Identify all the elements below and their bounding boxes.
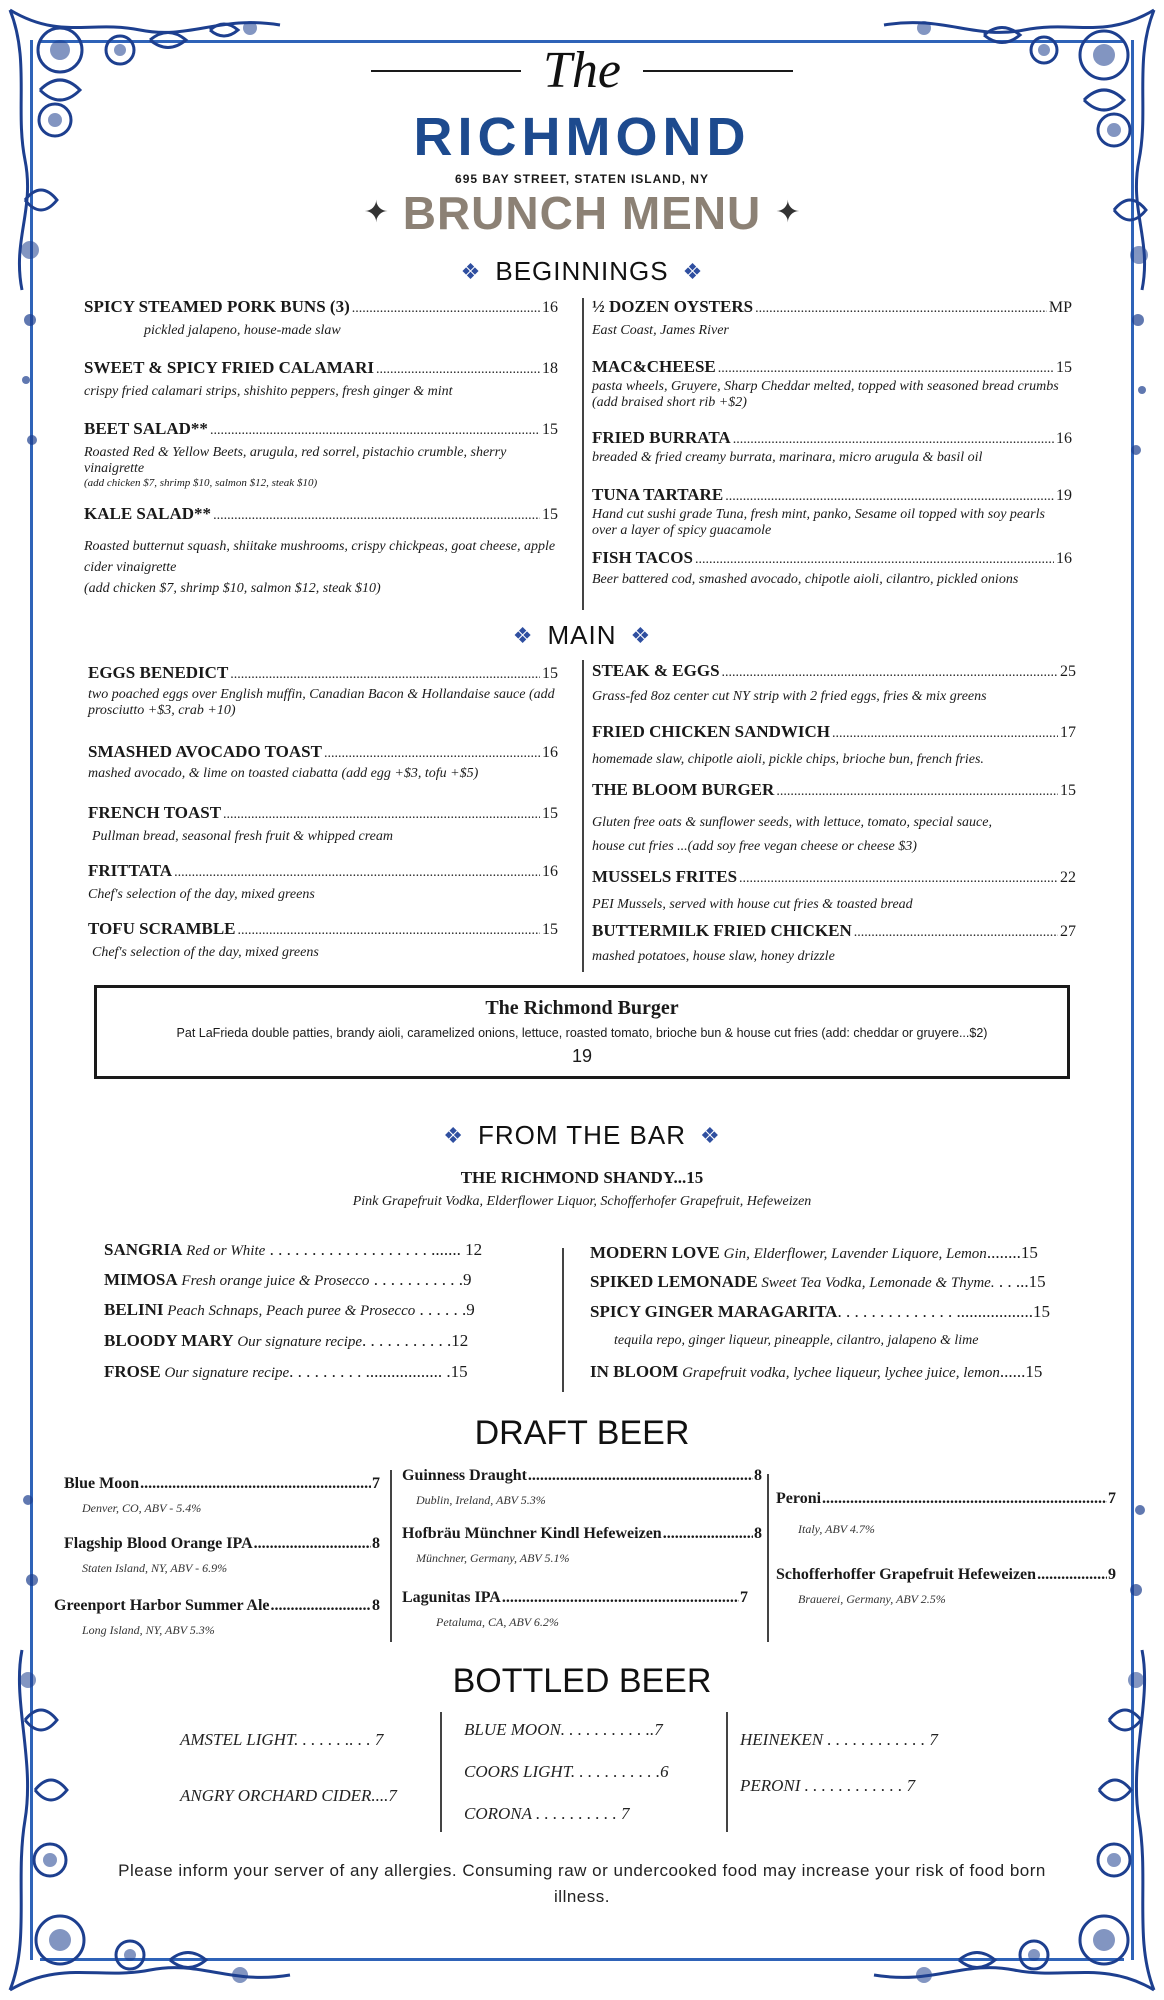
cocktail-item — [104, 1300, 544, 1321]
cocktail-description: Our signature recipe — [233, 1334, 363, 1350]
cocktail-name: SPICY GINGER MARAGARITA — [590, 1302, 838, 1321]
cocktail-price: . . . . . . . . . .................. .15 — [289, 1362, 468, 1381]
beer-name: Greenport Harbor Summer Ale — [54, 1597, 270, 1614]
item-price: 22 — [1060, 869, 1076, 886]
item-name: ½ DOZEN OYSTERS — [592, 297, 754, 316]
item-description: homemade slaw, chipotle aioli, pickle chips, brioche bun, french fries. — [592, 752, 984, 767]
item-description: PEI Mussels, served with house cut fries & toasted bread — [592, 897, 913, 912]
item-description: Hand cut sushi grade Tuna, fresh mint, panko, Sesame oil topped with soy pearls over a layer of spicy guacamole — [592, 507, 1045, 538]
menu-item — [88, 861, 558, 903]
item-price: MP — [1048, 299, 1072, 316]
beer-name: Blue Moon — [64, 1475, 140, 1492]
cocktail-name: SANGRIA — [104, 1240, 183, 1259]
item-name: TOFU SCRAMBLE — [88, 919, 236, 938]
cocktail-name: BLOODY MARY — [104, 1331, 234, 1350]
menu-item — [592, 921, 1076, 965]
the-rule-left — [371, 70, 521, 72]
bottled-beer-item: BLUE MOON. . . . . . . . . . ..7 — [464, 1720, 663, 1739]
allergy-notice: Please inform your server of any allergies. Consuming raw or undercooked food may increase your risk of food born illness. — [118, 1861, 1046, 1906]
cocktails-right-column — [590, 1243, 1110, 1403]
column-divider — [440, 1712, 442, 1832]
item-note: (add chicken $7, shrimp $10, salmon $12, steak $10) — [84, 477, 318, 489]
item-name: SWEET & SPICY FRIED CALAMARI — [84, 358, 374, 377]
item-description: Pullman bread, seasonal fresh fruit & whipped cream — [92, 829, 393, 844]
brand-name: RICHMOND — [413, 107, 751, 167]
bottled-beer-item: COORS LIGHT. . . . . . . . . . .6 — [464, 1762, 669, 1781]
cocktail-price: . . . . . . . . . . . . . . . . . . . ....... 12 — [265, 1240, 483, 1259]
draft-column-1 — [54, 1475, 380, 1655]
item-name: SPICY STEAMED PORK BUNS (3) — [84, 297, 350, 316]
cocktail-name: BELINI — [104, 1300, 164, 1319]
draft-beer-item — [402, 1589, 762, 1630]
item-price: 15 — [542, 921, 558, 938]
cocktail-price: ......15 — [999, 1362, 1043, 1381]
item-price: 25 — [1060, 663, 1076, 680]
beer-name: Hofbräu Münchner Kindl Hefeweizen — [402, 1525, 662, 1542]
item-price: 19 — [1056, 487, 1072, 504]
menu-item — [84, 504, 558, 599]
draft-beer-item — [776, 1566, 1116, 1607]
column-divider — [582, 660, 584, 972]
beer-price: 7 — [740, 1589, 748, 1606]
cocktail-description: Our signature recipe — [160, 1365, 290, 1381]
beer-name: Peroni — [776, 1490, 822, 1507]
beer-origin: Long Island, NY, ABV 5.3% — [82, 1623, 215, 1637]
item-name: KALE SALAD** — [84, 504, 212, 523]
draft-beer-item — [776, 1490, 1116, 1537]
shandy-name: THE RICHMOND SHANDY...15 — [460, 1168, 704, 1187]
menu-header — [0, 40, 1164, 239]
ornament-icon: ❖ — [460, 258, 482, 284]
menu-item — [592, 661, 1076, 705]
item-price: 16 — [542, 863, 558, 880]
item-description: two poached eggs over English muffin, Canadian Bacon & Hollandaise sauce (add prosciutto +$3, crab +10) — [88, 687, 555, 718]
cocktail-item — [104, 1270, 544, 1291]
beer-origin: Petaluma, CA, ABV 6.2% — [436, 1615, 559, 1629]
column-divider — [767, 1474, 769, 1642]
bottled-beer-item: CORONA . . . . . . . . . . 7 — [464, 1804, 630, 1823]
item-description: Roasted butternut squash, shiitake mushrooms, crispy chickpeas, goat cheese, apple cider vinaigrette — [84, 539, 556, 575]
main-left-column — [88, 663, 558, 973]
menu-item — [592, 722, 1076, 768]
item-price: 17 — [1060, 724, 1076, 741]
ornament-icon: ❖ — [512, 622, 534, 648]
cocktail-description: Peach Schnaps, Peach puree & Prosecco — [163, 1303, 416, 1319]
item-description: crispy fried calamari strips, shishito peppers, fresh ginger & mint — [84, 384, 453, 399]
beer-name: Guinness Draught — [402, 1467, 527, 1484]
item-name: FISH TACOS — [592, 548, 693, 567]
cocktail-price: . . . . . . . . . . .12 — [362, 1331, 469, 1350]
beer-price: 8 — [754, 1525, 762, 1542]
menu-item — [84, 297, 558, 339]
the-word: The — [543, 42, 621, 99]
burger-description: Pat LaFrieda double patties, brandy aioli, caramelized onions, lettuce, roasted tomato, brioche bun & house cut fries (add: cheddar or gruyere...$2) — [176, 1026, 988, 1040]
item-description: Roasted Red & Yellow Beets, arugula, red sorrel, pistachio crumble, sherry vinaigrette — [84, 445, 507, 476]
item-description: Grass-fed 8oz center cut NY strip with 2 fried eggs, fries & mix greens — [592, 689, 987, 704]
ornament-icon: ❖ — [443, 1122, 464, 1148]
section-label: FROM THE BAR — [478, 1120, 686, 1150]
item-price: 15 — [542, 421, 558, 438]
item-name: FRITTATA — [88, 861, 173, 880]
cocktail-price: ........15 — [986, 1243, 1038, 1262]
main-right-column — [592, 661, 1076, 971]
menu-item — [592, 867, 1076, 913]
beer-origin: Italy, ABV 4.7% — [798, 1522, 875, 1536]
beer-origin: Dublin, Ireland, ABV 5.3% — [416, 1493, 546, 1507]
cocktails-left-column — [104, 1240, 544, 1400]
item-note: (add chicken $7, shrimp $10, salmon $12, steak $10) — [84, 581, 381, 596]
menu-item — [84, 358, 558, 400]
sparkle-icon: ✦ — [775, 196, 801, 229]
cocktail-name: FROSE — [104, 1362, 161, 1381]
item-name: TUNA TARTARE — [592, 485, 724, 504]
beer-origin: Brauerei, Germany, ABV 2.5% — [798, 1592, 946, 1606]
cocktail-description: Sweet Tea Vodka, Lemonade & Thyme. — [757, 1275, 995, 1291]
item-name: FRENCH TOAST — [88, 803, 222, 822]
beginnings-right-column — [592, 297, 1072, 617]
menu-item — [88, 742, 558, 782]
item-description: Gluten free oats & sunflower seeds, with lettuce, tomato, special sauce, — [592, 815, 992, 830]
cocktail-price: . . . . . .9 — [415, 1300, 475, 1319]
margarita-description: tequila repo, ginger liqueur, pineapple, cilantro, jalapeno & lime — [614, 1333, 979, 1348]
cocktail-price: . . . . . . . . . . . . . . ..................15 — [837, 1302, 1050, 1321]
section-title-beginnings — [0, 256, 1164, 287]
cocktail-item — [104, 1331, 544, 1352]
item-price: 15 — [542, 665, 558, 682]
draft-beer-item — [54, 1535, 380, 1576]
item-description: mashed avocado, & lime on toasted ciabatta (add egg +$3, tofu +$5) — [88, 766, 479, 781]
cocktail-name: MODERN LOVE — [590, 1243, 720, 1262]
menu-item — [592, 780, 1076, 858]
item-description: breaded & fried creamy burrata, marinara, micro arugula & basil oil — [592, 450, 983, 465]
cocktail-price: . . ...15 — [994, 1272, 1046, 1291]
bottled-beer-item: ANGRY ORCHARD CIDER....7 — [180, 1786, 397, 1805]
bottled-beer-item: PERONI . . . . . . . . . . . . 7 — [740, 1776, 916, 1795]
section-title-main — [0, 620, 1164, 651]
draft-column-3 — [776, 1490, 1116, 1650]
cocktail-item — [590, 1302, 1110, 1323]
burger-title: The Richmond Burger — [485, 997, 679, 1019]
sparkle-icon: ✦ — [363, 196, 389, 229]
menu-title-row — [0, 187, 1164, 239]
the-rule-right — [643, 70, 793, 72]
item-name: STEAK & EGGS — [592, 661, 720, 680]
cocktail-name: SPIKED LEMONADE — [590, 1272, 758, 1291]
cocktail-description: Red or White — [182, 1243, 266, 1259]
item-description: East Coast, James River — [592, 323, 729, 338]
richmond-burger-box — [94, 985, 1070, 1079]
menu-item — [592, 357, 1072, 411]
beer-price: 8 — [754, 1467, 762, 1484]
beer-price: 8 — [372, 1535, 380, 1552]
section-title-draft-beer: DRAFT BEER — [474, 1414, 690, 1452]
beginnings-left-column — [84, 297, 558, 597]
cocktail-description: Gin, Elderflower, Lavender Liquore, Lemon — [719, 1246, 987, 1262]
item-price: 15 — [542, 506, 558, 523]
column-divider — [582, 298, 584, 610]
section-title-bar — [0, 1120, 1164, 1151]
menu-item — [88, 803, 558, 845]
item-description: pasta wheels, Gruyere, Sharp Cheddar melted, topped with seasoned bread crumbs (add braised short rib +$2) — [592, 379, 1059, 410]
item-name: SMASHED AVOCADO TOAST — [88, 742, 322, 761]
beer-price: 7 — [1108, 1490, 1116, 1507]
beer-origin: Staten Island, NY, ABV - 6.9% — [82, 1561, 228, 1575]
richmond-shandy — [0, 1168, 1164, 1210]
cocktail-item — [104, 1362, 544, 1383]
item-name: EGGS BENEDICT — [88, 663, 229, 682]
beer-name: Flagship Blood Orange IPA — [64, 1535, 253, 1552]
cocktail-item — [104, 1240, 544, 1261]
column-divider — [562, 1248, 564, 1392]
item-name: THE BLOOM BURGER — [592, 780, 775, 799]
item-name: MUSSELS FRITES — [592, 867, 738, 886]
item-price: 15 — [1056, 359, 1072, 376]
item-price: 16 — [542, 744, 558, 761]
item-description: pickled jalapeno, house-made slaw — [144, 323, 341, 338]
menu-item — [84, 419, 558, 490]
beer-price: 7 — [372, 1475, 380, 1492]
menu-item — [88, 663, 558, 719]
item-name: BUTTERMILK FRIED CHICKEN — [592, 921, 852, 940]
item-description: Chef's selection of the day, mixed greens — [92, 945, 319, 960]
item-price: 16 — [1056, 430, 1072, 447]
draft-column-2 — [402, 1467, 762, 1647]
item-price: 15 — [1060, 782, 1076, 799]
beer-origin: Münchner, Germany, ABV 5.1% — [416, 1551, 570, 1565]
item-description: Chef's selection of the day, mixed greens — [88, 887, 315, 902]
cocktail-name: IN BLOOM — [590, 1362, 679, 1381]
item-price: 16 — [1056, 550, 1072, 567]
bottled-beer-item: HEINEKEN . . . . . . . . . . . . 7 — [740, 1730, 938, 1749]
restaurant-address: 695 BAY STREET, STATEN ISLAND, NY — [455, 172, 709, 186]
beer-price: 9 — [1108, 1566, 1116, 1583]
cocktail-item — [590, 1272, 1110, 1293]
menu-item — [592, 548, 1072, 588]
item-name: BEET SALAD** — [84, 419, 208, 438]
item-price: 27 — [1060, 923, 1076, 940]
draft-beer-item — [54, 1597, 380, 1638]
beer-name: Schofferhoffer Grapefruit Hefeweizen — [776, 1566, 1037, 1583]
ornament-icon: ❖ — [630, 622, 652, 648]
beer-origin: Denver, CO, ABV - 5.4% — [82, 1501, 202, 1515]
menu-item — [592, 485, 1072, 539]
item-price: 18 — [542, 360, 558, 377]
item-name: FRIED CHICKEN SANDWICH — [592, 722, 831, 741]
column-divider — [390, 1470, 392, 1642]
beer-name: Lagunitas IPA — [402, 1589, 501, 1606]
section-title-bottled-beer: BOTTLED BEER — [452, 1662, 712, 1700]
item-description: mashed potatoes, house slaw, honey drizzle — [592, 949, 835, 964]
beer-price: 8 — [372, 1597, 380, 1614]
item-name: FRIED BURRATA — [592, 428, 731, 447]
draft-beer-item — [402, 1467, 762, 1508]
item-description: Beer battered cod, smashed avocado, chipotle aioli, cilantro, pickled onions — [592, 572, 1019, 587]
the-row — [0, 40, 1164, 102]
menu-item — [592, 428, 1072, 466]
item-price: 15 — [542, 805, 558, 822]
menu-item — [592, 297, 1072, 339]
item-price: 16 — [542, 299, 558, 316]
column-divider — [726, 1712, 728, 1832]
section-label: MAIN — [547, 620, 617, 650]
shandy-description: Pink Grapefruit Vodka, Elderflower Liquor, Schofferhofer Grapefruit, Hefeweizen — [352, 1194, 812, 1209]
bottled-beer-item: AMSTEL LIGHT. . . . . . .. . . 7 — [180, 1730, 384, 1749]
draft-beer-item — [54, 1475, 380, 1516]
burger-price: 19 — [571, 1046, 593, 1066]
ornament-icon: ❖ — [699, 1122, 721, 1148]
cocktail-name: MIMOSA — [104, 1270, 178, 1289]
section-label: BEGINNINGS — [495, 256, 669, 286]
cocktail-price: . . . . . . . . . . .9 — [369, 1270, 472, 1289]
item-note: house cut fries ...(add soy free vegan cheese or cheese $3) — [592, 839, 917, 854]
cocktail-item — [590, 1362, 1110, 1383]
ornament-icon: ❖ — [682, 258, 704, 284]
cocktail-item — [590, 1243, 1110, 1264]
cocktail-description: Fresh orange juice & Prosecco — [177, 1273, 370, 1289]
draft-beer-item — [402, 1525, 762, 1566]
cocktail-description: Grapefruit vodka, lychee liqueur, lychee juice, lemon — [678, 1365, 1000, 1381]
item-name: MAC&CHEESE — [592, 357, 716, 376]
menu-item — [88, 919, 558, 961]
menu-title: BRUNCH MENU — [402, 187, 762, 239]
